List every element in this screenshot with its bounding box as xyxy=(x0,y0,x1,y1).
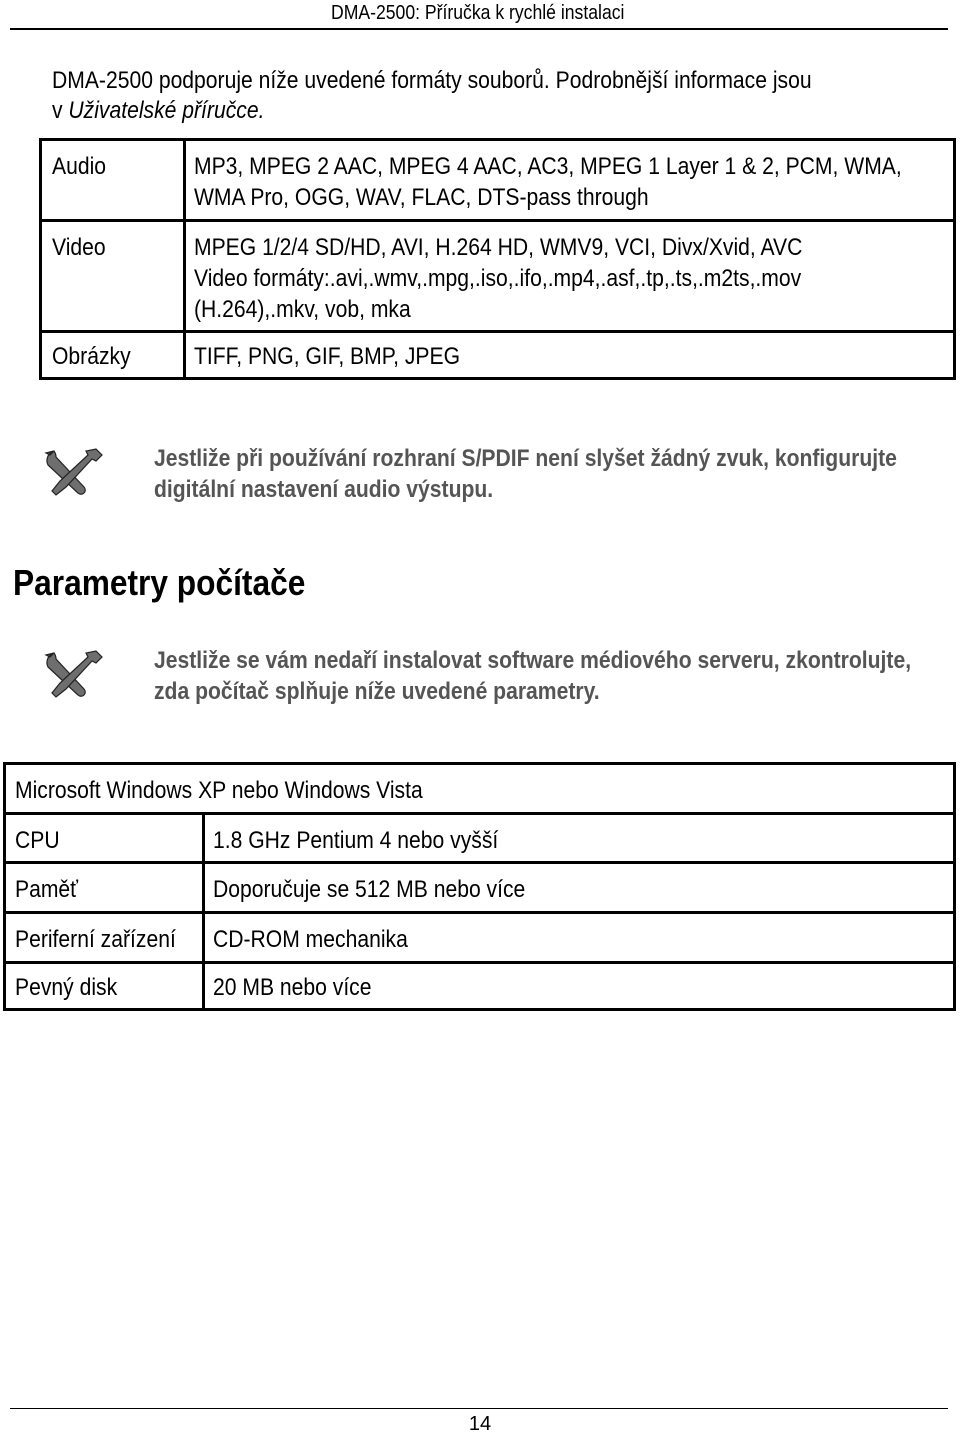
requirement-label-cpu: CPU xyxy=(15,827,60,854)
format-value-line: MP3, MPEG 2 AAC, MPEG 4 AAC, AC3, MPEG 1 Layer 1 & 2, PCM, WMA, xyxy=(194,153,902,180)
note-text xyxy=(154,443,960,505)
table-row xyxy=(6,815,953,864)
table-row xyxy=(42,222,953,333)
column-divider xyxy=(183,333,186,380)
table-row xyxy=(6,765,953,815)
format-label-audio: Audio xyxy=(52,153,107,180)
note-line: digitální nastavení audio výstupu. xyxy=(154,476,494,503)
intro-line-2-prefix: v xyxy=(52,97,69,124)
tools-icon xyxy=(44,649,104,701)
page-number: 14 xyxy=(468,1413,492,1435)
format-value-images xyxy=(194,341,496,372)
table-row xyxy=(6,964,953,1008)
format-value-line: MPEG 1/2/4 SD/HD, AVI, H.264 HD, WMV9, VCI, Divx/Xvid, AVC xyxy=(194,234,803,261)
requirement-value-peripheral: CD-ROM mechanika xyxy=(213,926,408,953)
table-row xyxy=(42,333,953,380)
tools-icon xyxy=(44,447,104,499)
format-value-line: TIFF, PNG, GIF, BMP, JPEG xyxy=(194,343,461,370)
column-divider xyxy=(183,141,186,219)
requirement-value-cpu: 1.8 GHz Pentium 4 nebo vyšší xyxy=(213,827,499,854)
note-line: Jestliže se vám nedaří instalovat software médiového serveru, zkontrolujte, xyxy=(154,647,912,674)
format-value-line: (H.264),.mkv, vob, mka xyxy=(194,296,411,323)
footer-rule xyxy=(10,1408,948,1409)
column-divider xyxy=(202,815,205,861)
requirement-label-memory: Paměť xyxy=(15,876,79,903)
format-value-video xyxy=(194,232,885,325)
note-line: Jestliže při používání rozhraní S/PDIF není slyšet žádný zvuk, konfigurujte xyxy=(154,445,897,472)
user-manual-reference: Uživatelské příručce. xyxy=(68,97,265,124)
intro-paragraph xyxy=(52,66,915,126)
intro-line-1: DMA-2500 podporuje níže uvedené formáty souborů. Podrobnější informace jsou xyxy=(52,67,812,94)
requirement-label-peripheral: Periferní zařízení xyxy=(15,926,176,953)
section-heading: Parametry počítače xyxy=(13,562,306,603)
format-label-images: Obrázky xyxy=(52,343,131,370)
column-divider xyxy=(183,222,186,330)
column-divider xyxy=(202,914,205,961)
formats-table xyxy=(39,138,956,380)
os-requirement: Microsoft Windows XP nebo Windows Vista xyxy=(15,777,423,804)
requirement-value-hdd: 20 MB nebo více xyxy=(213,974,372,1001)
header-rule xyxy=(10,28,948,30)
format-value-line: WMA Pro, OGG, WAV, FLAC, DTS-pass through xyxy=(194,184,649,211)
running-header: DMA-2500: Příručka k rychlé instalaci xyxy=(330,2,624,24)
table-row xyxy=(6,864,953,914)
intro-line-2 xyxy=(52,96,812,126)
format-label-video: Video xyxy=(52,234,106,261)
note-line: zda počítač splňuje níže uvedené parametry. xyxy=(154,678,600,705)
requirements-table xyxy=(3,762,956,1011)
requirement-label-hdd: Pevný disk xyxy=(15,974,118,1001)
note-text xyxy=(154,645,960,707)
format-value-line: Video formáty:.avi,.wmv,.mpg,.iso,.ifo,.mp4,.asf,.tp,.ts,.m2ts,.mov xyxy=(194,265,802,292)
column-divider xyxy=(202,964,205,1008)
format-value-audio xyxy=(194,151,960,213)
table-row xyxy=(6,914,953,964)
requirement-value-memory: Doporučuje se 512 MB nebo více xyxy=(213,876,526,903)
table-row xyxy=(42,141,953,222)
column-divider xyxy=(202,864,205,911)
